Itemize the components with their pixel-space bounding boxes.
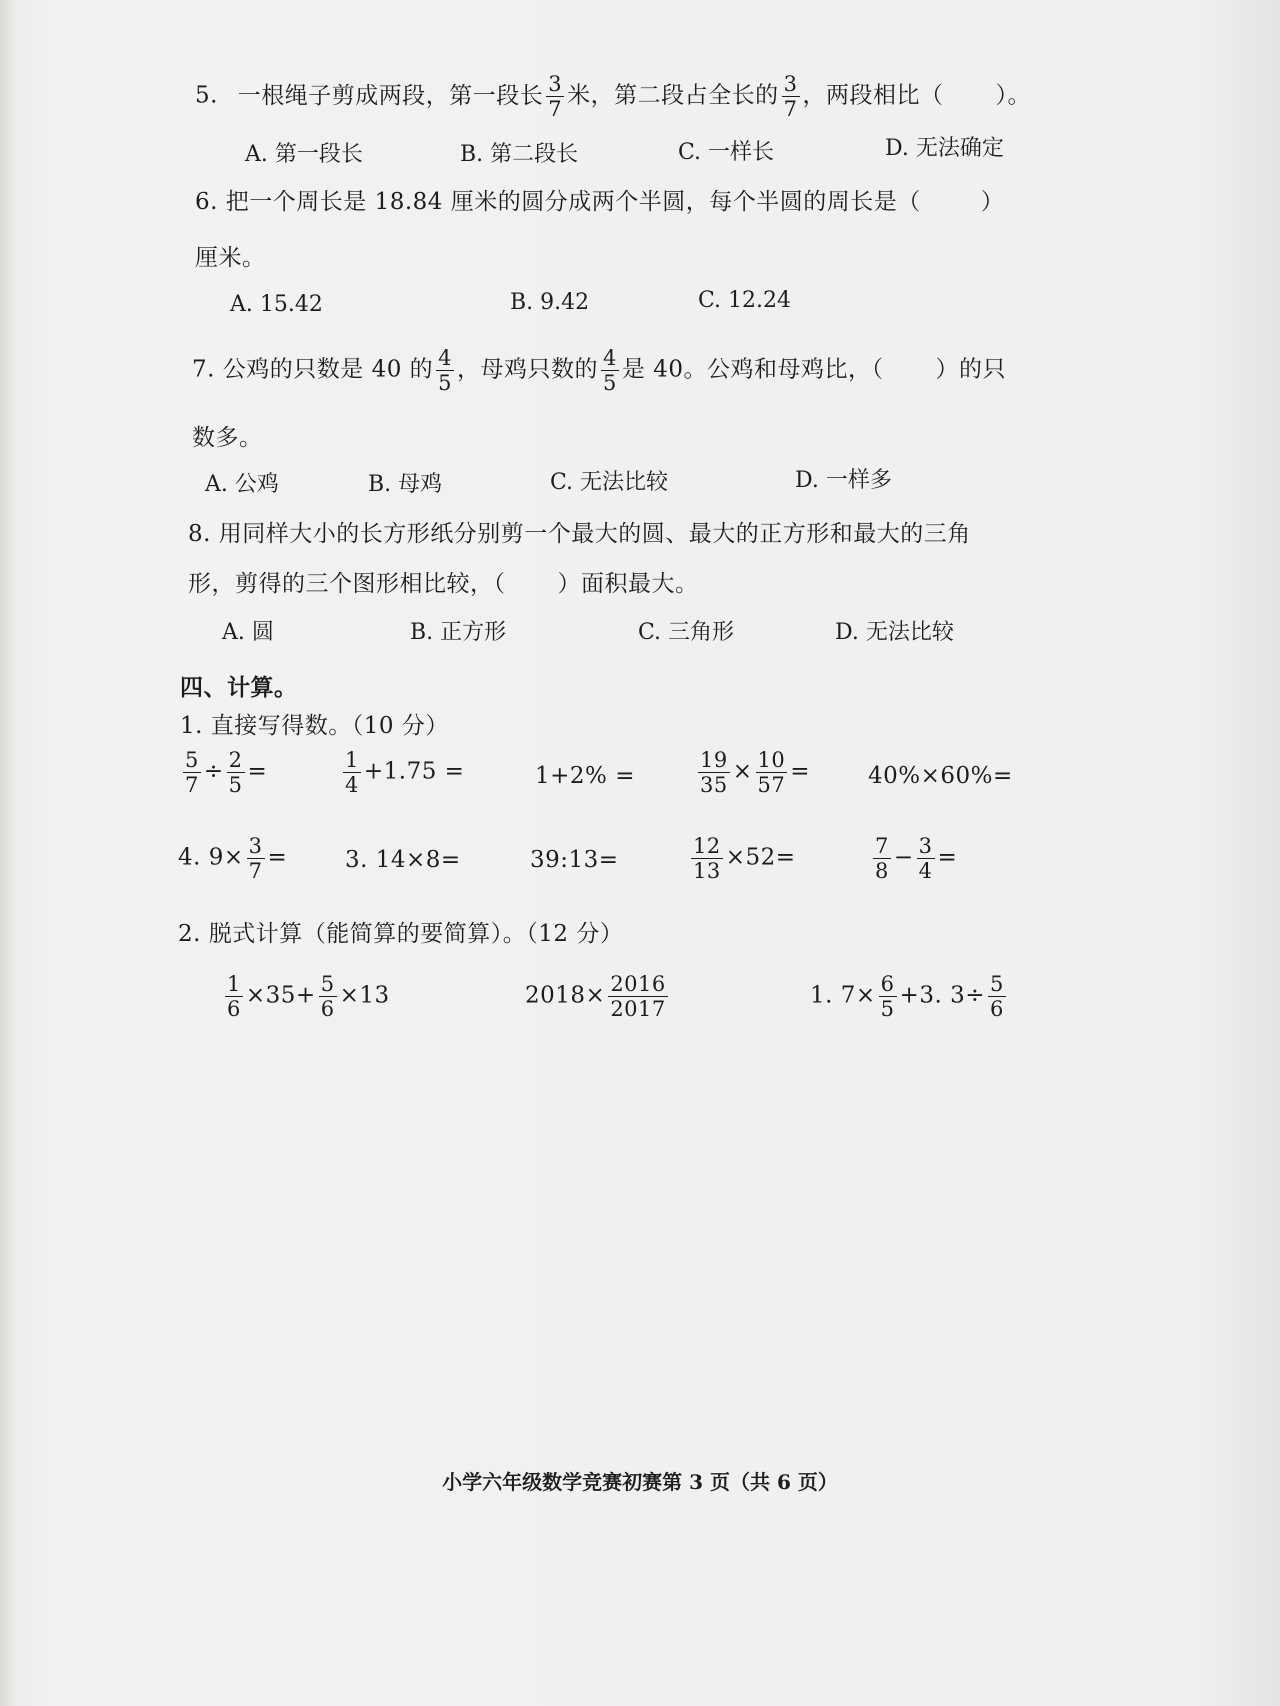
question-number: 5.: [195, 82, 218, 109]
fraction: $\frac{1}{4}$: [345, 748, 359, 797]
question-text: ，两段相比（: [802, 82, 944, 109]
option-b: B. 母鸡: [368, 472, 443, 497]
question-8: 8. 用同样大小的长方形纸分别剪一个最大的圆、最大的正方形和最大的三角: [188, 521, 971, 547]
calc-3-1: $\frac{1}{6}$ ×35+ $\frac{5}{6}$ ×13: [227, 972, 390, 1021]
option-c: C. 一样长: [678, 140, 775, 165]
fraction: $\frac{6}{5}$: [880, 972, 895, 1021]
fraction: $\frac{12}{13}$: [693, 834, 721, 883]
option-c: C. 无法比较: [550, 470, 669, 495]
fraction: $\frac{2016}{2017}$: [610, 972, 666, 1021]
fraction: $\frac{3}{7}$: [783, 72, 798, 121]
fraction: $\frac{2}{5}$: [228, 748, 243, 797]
question-text: 一根绳子剪成两段，第一段长: [237, 82, 544, 109]
option-b: B. 正方形: [410, 620, 507, 645]
question-text: 米，第二段占全长的: [567, 82, 779, 109]
calc-1-3: 1+2% =: [535, 763, 635, 789]
fraction: $\frac{3}{7}$: [548, 72, 563, 121]
fraction: $\frac{1}{6}$: [227, 972, 241, 1021]
question-6: 6. 把一个周长是 18.84 厘米的圆分成两个半圆，每个半圆的周长是（ ）: [195, 189, 1005, 215]
calc-3-3: 1. 7× $\frac{6}{5}$ +3. 3÷ $\frac{5}{6}$: [810, 972, 1004, 1021]
calc-1-5: 40%×60%=: [868, 763, 1013, 789]
part-1-title: 1. 直接写得数。（10 分）: [180, 713, 449, 739]
fraction: $\frac{19}{35}$: [700, 748, 728, 797]
option-a: A. 15.42: [230, 292, 323, 317]
calc-2-1: 4. 9× $\frac{3}{7}$ =: [178, 834, 288, 883]
part-2-title: 2. 脱式计算（能简算的要简算）。（12 分）: [178, 921, 624, 947]
calc-3-2: 2018× $\frac{2016}{2017}$: [525, 972, 666, 1021]
question-text: ）的只: [935, 356, 1006, 383]
question-text: ）。: [995, 82, 1032, 109]
option-d: D. 一样多: [795, 468, 892, 493]
calc-2-2: 3. 14×8=: [345, 847, 461, 873]
question-6-line2: 厘米。: [195, 245, 266, 271]
option-d: D. 无法确定: [885, 136, 1004, 161]
option-d: D. 无法比较: [835, 620, 954, 645]
fraction: $\frac{3}{7}$: [248, 834, 263, 883]
calc-2-4: $\frac{12}{13}$ ×52=: [693, 834, 796, 883]
option-c: C. 12.24: [698, 288, 792, 313]
fraction: $\frac{7}{8}$: [875, 834, 889, 883]
fraction: $\frac{5}{6}$: [989, 972, 1004, 1021]
question-5: [195, 72, 1031, 121]
question-text: 7. 公鸡的只数是 40 的: [192, 356, 434, 383]
calc-1-2: $\frac{1}{4}$ +1.75 =: [345, 748, 465, 797]
fraction: $\frac{4}{5}$: [438, 346, 453, 395]
question-7: [192, 346, 1006, 395]
question-8-line2: 形，剪得的三个图形相比较，（ ）面积最大。: [188, 571, 699, 597]
question-text: 6. 把一个周长是 18.84 厘米的圆分成两个半圆，每个半圆的周长是（: [195, 189, 921, 215]
option-a: A. 第一段长: [245, 142, 363, 167]
option-c: C. 三角形: [638, 620, 735, 645]
option-a: A. 公鸡: [205, 472, 279, 497]
calc-2-5: $\frac{7}{8}$ − $\frac{3}{4}$ =: [875, 834, 958, 883]
page-footer: 小学六年级数学竞赛初赛第 3 页（共 6 页）: [442, 1470, 838, 1494]
fraction: $\frac{5}{7}$: [185, 748, 199, 797]
fraction: $\frac{4}{5}$: [603, 346, 617, 395]
question-text: 是 40。公鸡和母鸡比，（: [621, 356, 884, 383]
fraction: $\frac{5}{6}$: [320, 972, 335, 1021]
option-b: B. 9.42: [510, 290, 590, 315]
section-title: 四、计算。: [180, 674, 298, 701]
calc-1-1: $\frac{5}{7}$ ÷ $\frac{2}{5}$ =: [185, 748, 268, 797]
fraction: $\frac{10}{57}$: [757, 748, 786, 797]
option-a: A. 圆: [222, 620, 274, 645]
option-b: B. 第二段长: [460, 142, 579, 167]
calc-2-3: 39:13=: [530, 847, 619, 873]
question-text: ，母鸡只数的: [457, 356, 599, 383]
calc-1-4: $\frac{19}{35}$ × $\frac{10}{57}$ =: [700, 748, 811, 797]
fraction: $\frac{3}{4}$: [918, 834, 933, 883]
question-7-line2: 数多。: [192, 425, 263, 451]
